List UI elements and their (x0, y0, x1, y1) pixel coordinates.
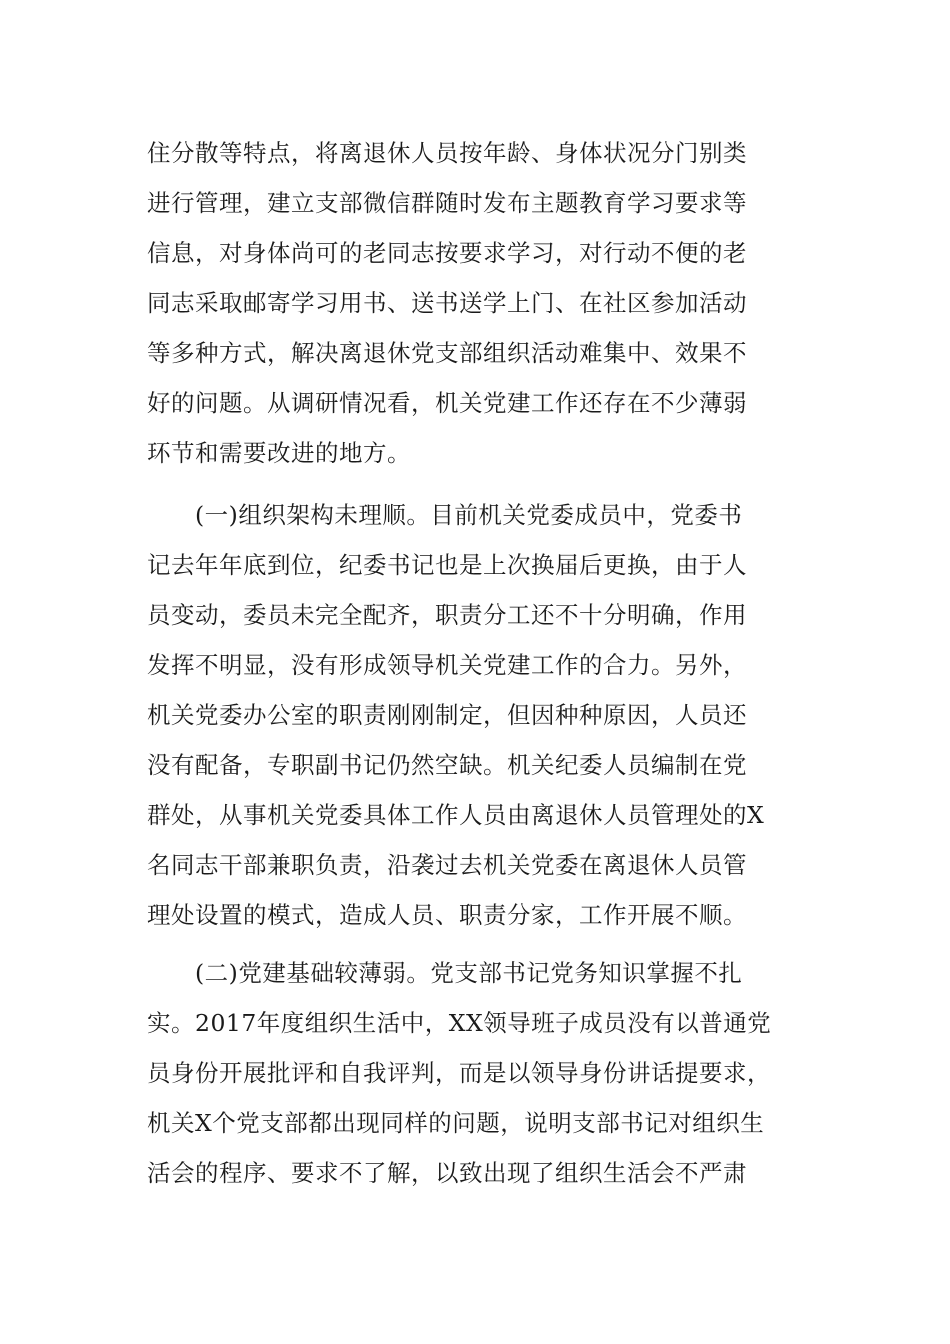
text-line: 同志采取邮寄学习用书、送书送学上门、在社区参加活动 (147, 289, 747, 317)
text-line: 实。2017年度组织生活中，XX领导班子成员没有以普通党 (147, 1009, 772, 1037)
text-line: 没有配备，专职副书记仍然空缺。机关纪委人员编制在党 (147, 751, 747, 779)
paragraph-3 (147, 948, 807, 1198)
text-line: 发挥不明显，没有形成领导机关党建工作的合力。另外， (147, 651, 747, 679)
text-line: (一)组织架构未理顺。目前机关党委成员中，党委书 (147, 501, 743, 529)
text-line: 进行管理，建立支部微信群随时发布主题教育学习要求等 (147, 189, 747, 217)
paragraph-1 (147, 128, 807, 478)
text-line: 环节和需要改进的地方。 (147, 439, 411, 467)
text-line: 信息，对身体尚可的老同志按要求学习，对行动不便的老 (147, 239, 747, 267)
text-line: 好的问题。从调研情况看，机关党建工作还存在不少薄弱 (147, 389, 747, 417)
text-line: 员变动，委员未完全配齐，职责分工还不十分明确，作用 (147, 601, 747, 629)
text-line: 机关X个党支部都出现同样的问题，说明支部书记对组织生 (147, 1109, 765, 1137)
text-line: 记去年年底到位，纪委书记也是上次换届后更换，由于人 (147, 551, 747, 579)
text-line: 员身份开展批评和自我评判，而是以领导身份讲话提要求， (147, 1059, 771, 1087)
text-line: (二)党建基础较薄弱。党支部书记党务知识掌握不扎 (147, 959, 743, 987)
text-line: 活会的程序、要求不了解，以致出现了组织生活会不严肃 (147, 1159, 747, 1187)
text-line: 住分散等特点，将离退休人员按年龄、身体状况分门别类 (147, 139, 747, 167)
text-line: 名同志干部兼职负责，沿袭过去机关党委在离退休人员管 (147, 851, 747, 879)
text-line: 等多种方式，解决离退休党支部组织活动难集中、效果不 (147, 339, 747, 367)
text-line: 理处设置的模式，造成人员、职责分家，工作开展不顺。 (147, 901, 747, 929)
text-line: 群处，从事机关党委具体工作人员由离退休人员管理处的X (147, 801, 765, 829)
paragraph-2 (147, 490, 807, 940)
text-line: 机关党委办公室的职责刚刚制定，但因种种原因，人员还 (147, 701, 747, 729)
